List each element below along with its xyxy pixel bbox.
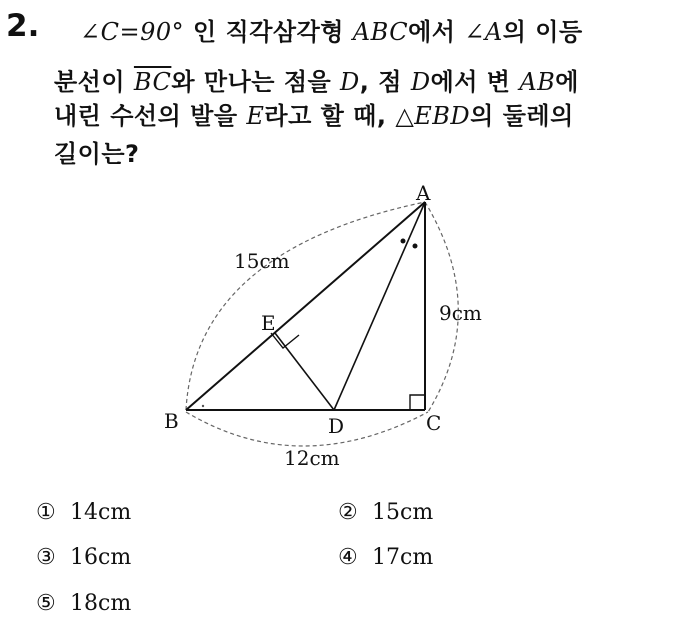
angle-dot bbox=[413, 244, 418, 249]
bisector-ad bbox=[334, 202, 425, 410]
length-ab: 15cm bbox=[234, 249, 290, 273]
label-c: C bbox=[426, 411, 442, 435]
choice-mark: ⑤ bbox=[36, 591, 56, 616]
perpendicular-de bbox=[275, 333, 334, 410]
point-e: E bbox=[246, 102, 265, 130]
q-text: 라고 할 때, bbox=[264, 102, 396, 130]
q-text: 에 bbox=[555, 68, 579, 96]
segment-bc: $\overline{BC}$ bbox=[133, 68, 172, 96]
triangle-abc: ABC bbox=[352, 18, 409, 46]
q-text: 인 직각삼각형 bbox=[184, 18, 353, 46]
label-b: B bbox=[164, 409, 179, 433]
side-ab bbox=[186, 202, 425, 410]
q-text: 내린 수선의 발을 bbox=[54, 102, 247, 130]
question-line-1 bbox=[80, 12, 583, 47]
angle-a: ∠A bbox=[464, 18, 503, 46]
angle-c-expr: ∠C=90° bbox=[80, 18, 185, 46]
choice-mark: ③ bbox=[36, 545, 56, 570]
choice-text: 18cm bbox=[70, 591, 132, 616]
choice-text: 17cm bbox=[372, 545, 434, 570]
choice-mark: ① bbox=[36, 500, 56, 525]
choice-5[interactable] bbox=[36, 591, 131, 616]
angle-dot bbox=[401, 239, 406, 244]
q-text: 에서 변 bbox=[430, 68, 520, 96]
choice-text: 16cm bbox=[70, 545, 132, 570]
segment-ab: AB bbox=[519, 68, 556, 96]
q-text: 와 만나는 점을 bbox=[171, 68, 341, 96]
q-text: , 점 bbox=[359, 68, 411, 96]
q-text: 에서 bbox=[408, 18, 465, 46]
triangle-figure bbox=[150, 180, 510, 480]
choice-3[interactable] bbox=[36, 545, 131, 570]
arc-bc bbox=[186, 412, 428, 446]
choice-4[interactable] bbox=[338, 545, 433, 570]
q-text: 분선이 bbox=[54, 68, 134, 96]
choice-text: 15cm bbox=[372, 500, 434, 525]
label-a: A bbox=[416, 181, 431, 205]
choice-2[interactable] bbox=[338, 500, 433, 525]
triangle-ebd: △EBD bbox=[395, 102, 471, 130]
choice-mark: ④ bbox=[338, 545, 358, 570]
label-e: E bbox=[261, 311, 276, 335]
question-number: 2. bbox=[6, 8, 40, 44]
length-bc: 12cm bbox=[284, 446, 340, 470]
label-d: D bbox=[328, 414, 345, 438]
point-d: D bbox=[410, 68, 431, 96]
question-line-4: 길이는? bbox=[54, 140, 140, 168]
length-ac: 9cm bbox=[439, 301, 482, 325]
right-angle-c bbox=[410, 395, 425, 410]
angle-mark-b bbox=[202, 405, 204, 407]
q-text: 의 이등 bbox=[502, 18, 583, 46]
choice-1[interactable] bbox=[36, 500, 131, 525]
choice-text: 14cm bbox=[70, 500, 132, 525]
q-text: 의 둘레의 bbox=[470, 102, 574, 130]
question-line-2 bbox=[54, 62, 579, 97]
question-line-3 bbox=[54, 96, 574, 131]
choice-mark: ② bbox=[338, 500, 358, 525]
right-angle-e bbox=[271, 333, 299, 348]
point-d: D bbox=[340, 68, 360, 96]
